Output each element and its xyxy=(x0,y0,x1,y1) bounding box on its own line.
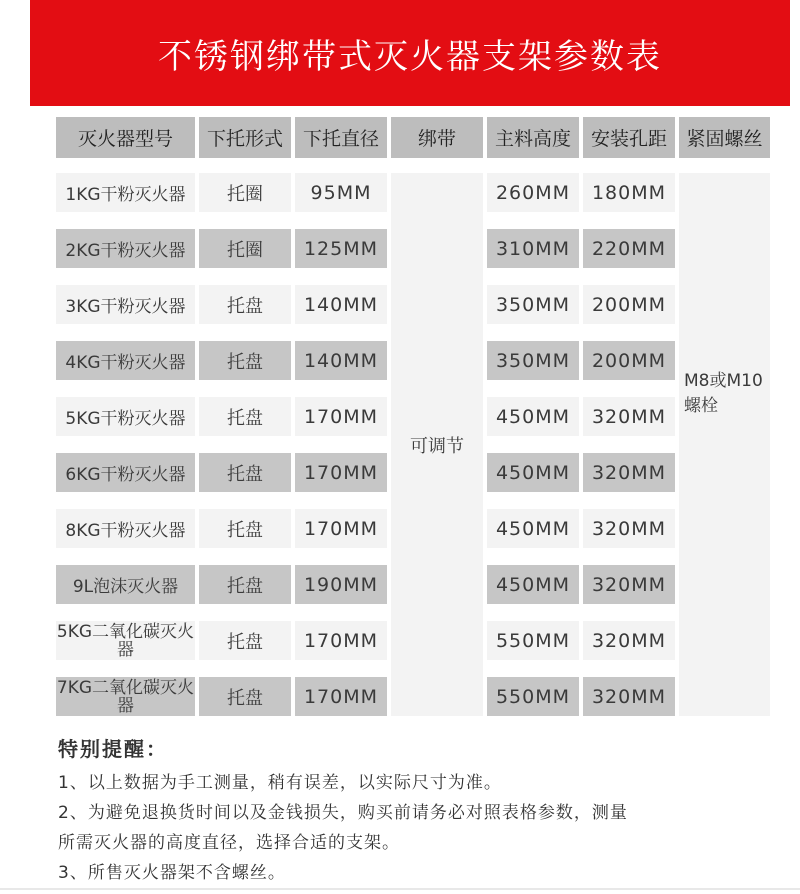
height-cell: 350MM xyxy=(487,341,579,380)
model-cell: 6KG干粉灭火器 xyxy=(56,453,195,492)
model-cell: 2KG干粉灭火器 xyxy=(56,229,195,268)
height-cell: 310MM xyxy=(487,229,579,268)
diameter-cell: 170MM xyxy=(295,397,387,436)
model-cell: 7KG二氧化碳灭火器 xyxy=(56,677,195,716)
bolt-line: M8或M10 xyxy=(684,371,763,391)
height-cell: 450MM xyxy=(487,565,579,604)
diameter-cell: 170MM xyxy=(295,509,387,548)
model-cell: 3KG干粉灭火器 xyxy=(56,285,195,324)
diameter-cell: 95MM xyxy=(295,173,387,212)
model-cell: 9L泡沫灭火器 xyxy=(56,565,195,604)
model-cell: 5KG干粉灭火器 xyxy=(56,397,195,436)
hole-distance-cell: 220MM xyxy=(583,229,675,268)
page-title: 不锈钢绑带式灭火器支架参数表 xyxy=(30,0,790,106)
diameter-cell: 170MM xyxy=(295,621,387,660)
note-line: 3、所售灭火器架不含螺丝。 xyxy=(58,863,286,883)
form-cell: 托盘 xyxy=(199,677,291,716)
model-cell: 4KG干粉灭火器 xyxy=(56,341,195,380)
hole-distance-cell: 320MM xyxy=(583,453,675,492)
form-cell: 托盘 xyxy=(199,341,291,380)
diameter-cell: 190MM xyxy=(295,565,387,604)
bolt-cell xyxy=(679,173,770,716)
height-cell: 450MM xyxy=(487,453,579,492)
divider xyxy=(0,888,800,890)
hole-distance-cell: 320MM xyxy=(583,565,675,604)
form-cell: 托盘 xyxy=(199,397,291,436)
hole-distance-cell: 180MM xyxy=(583,173,675,212)
note-line: 所需灭火器的高度直径，选择合适的支架。 xyxy=(58,833,400,853)
header-height: 主料高度 xyxy=(487,117,579,158)
header-hole-distance: 安装孔距 xyxy=(583,117,675,158)
diameter-cell: 170MM xyxy=(295,677,387,716)
form-cell: 托盘 xyxy=(199,285,291,324)
header-bolt: 紧固螺丝 xyxy=(679,117,770,158)
form-cell: 托盘 xyxy=(199,565,291,604)
strap-cell: 可调节 xyxy=(391,173,483,716)
form-cell: 托盘 xyxy=(199,509,291,548)
height-cell: 550MM xyxy=(487,677,579,716)
hole-distance-cell: 200MM xyxy=(583,341,675,380)
diameter-cell: 125MM xyxy=(295,229,387,268)
header-diameter: 下托直径 xyxy=(295,117,387,158)
height-cell: 450MM xyxy=(487,397,579,436)
model-cell: 1KG干粉灭火器 xyxy=(56,173,195,212)
height-cell: 450MM xyxy=(487,509,579,548)
hole-distance-cell: 320MM xyxy=(583,677,675,716)
height-cell: 350MM xyxy=(487,285,579,324)
diameter-cell: 140MM xyxy=(295,285,387,324)
header-form: 下托形式 xyxy=(199,117,291,158)
hole-distance-cell: 200MM xyxy=(583,285,675,324)
model-cell: 5KG二氧化碳灭火器 xyxy=(56,621,195,660)
note-line: 2、为避免退换货时间以及金钱损失，购买前请务必对照表格参数，测量 xyxy=(58,803,628,823)
model-cell: 8KG干粉灭火器 xyxy=(56,509,195,548)
diameter-cell: 140MM xyxy=(295,341,387,380)
notes-section xyxy=(58,733,788,888)
hole-distance-cell: 320MM xyxy=(583,621,675,660)
hole-distance-cell: 320MM xyxy=(583,509,675,548)
form-cell: 托圈 xyxy=(199,173,291,212)
height-cell: 550MM xyxy=(487,621,579,660)
header-model: 灭火器型号 xyxy=(56,117,195,158)
height-cell: 260MM xyxy=(487,173,579,212)
form-cell: 托盘 xyxy=(199,621,291,660)
bolt-line: 螺栓 xyxy=(684,396,718,416)
diameter-cell: 170MM xyxy=(295,453,387,492)
note-line: 1、以上数据为手工测量，稍有误差，以实际尺寸为准。 xyxy=(58,773,502,793)
form-cell: 托圈 xyxy=(199,229,291,268)
form-cell: 托盘 xyxy=(199,453,291,492)
hole-distance-cell: 320MM xyxy=(583,397,675,436)
notes-title: 特别提醒： xyxy=(58,737,168,761)
header-strap: 绑带 xyxy=(391,117,483,158)
